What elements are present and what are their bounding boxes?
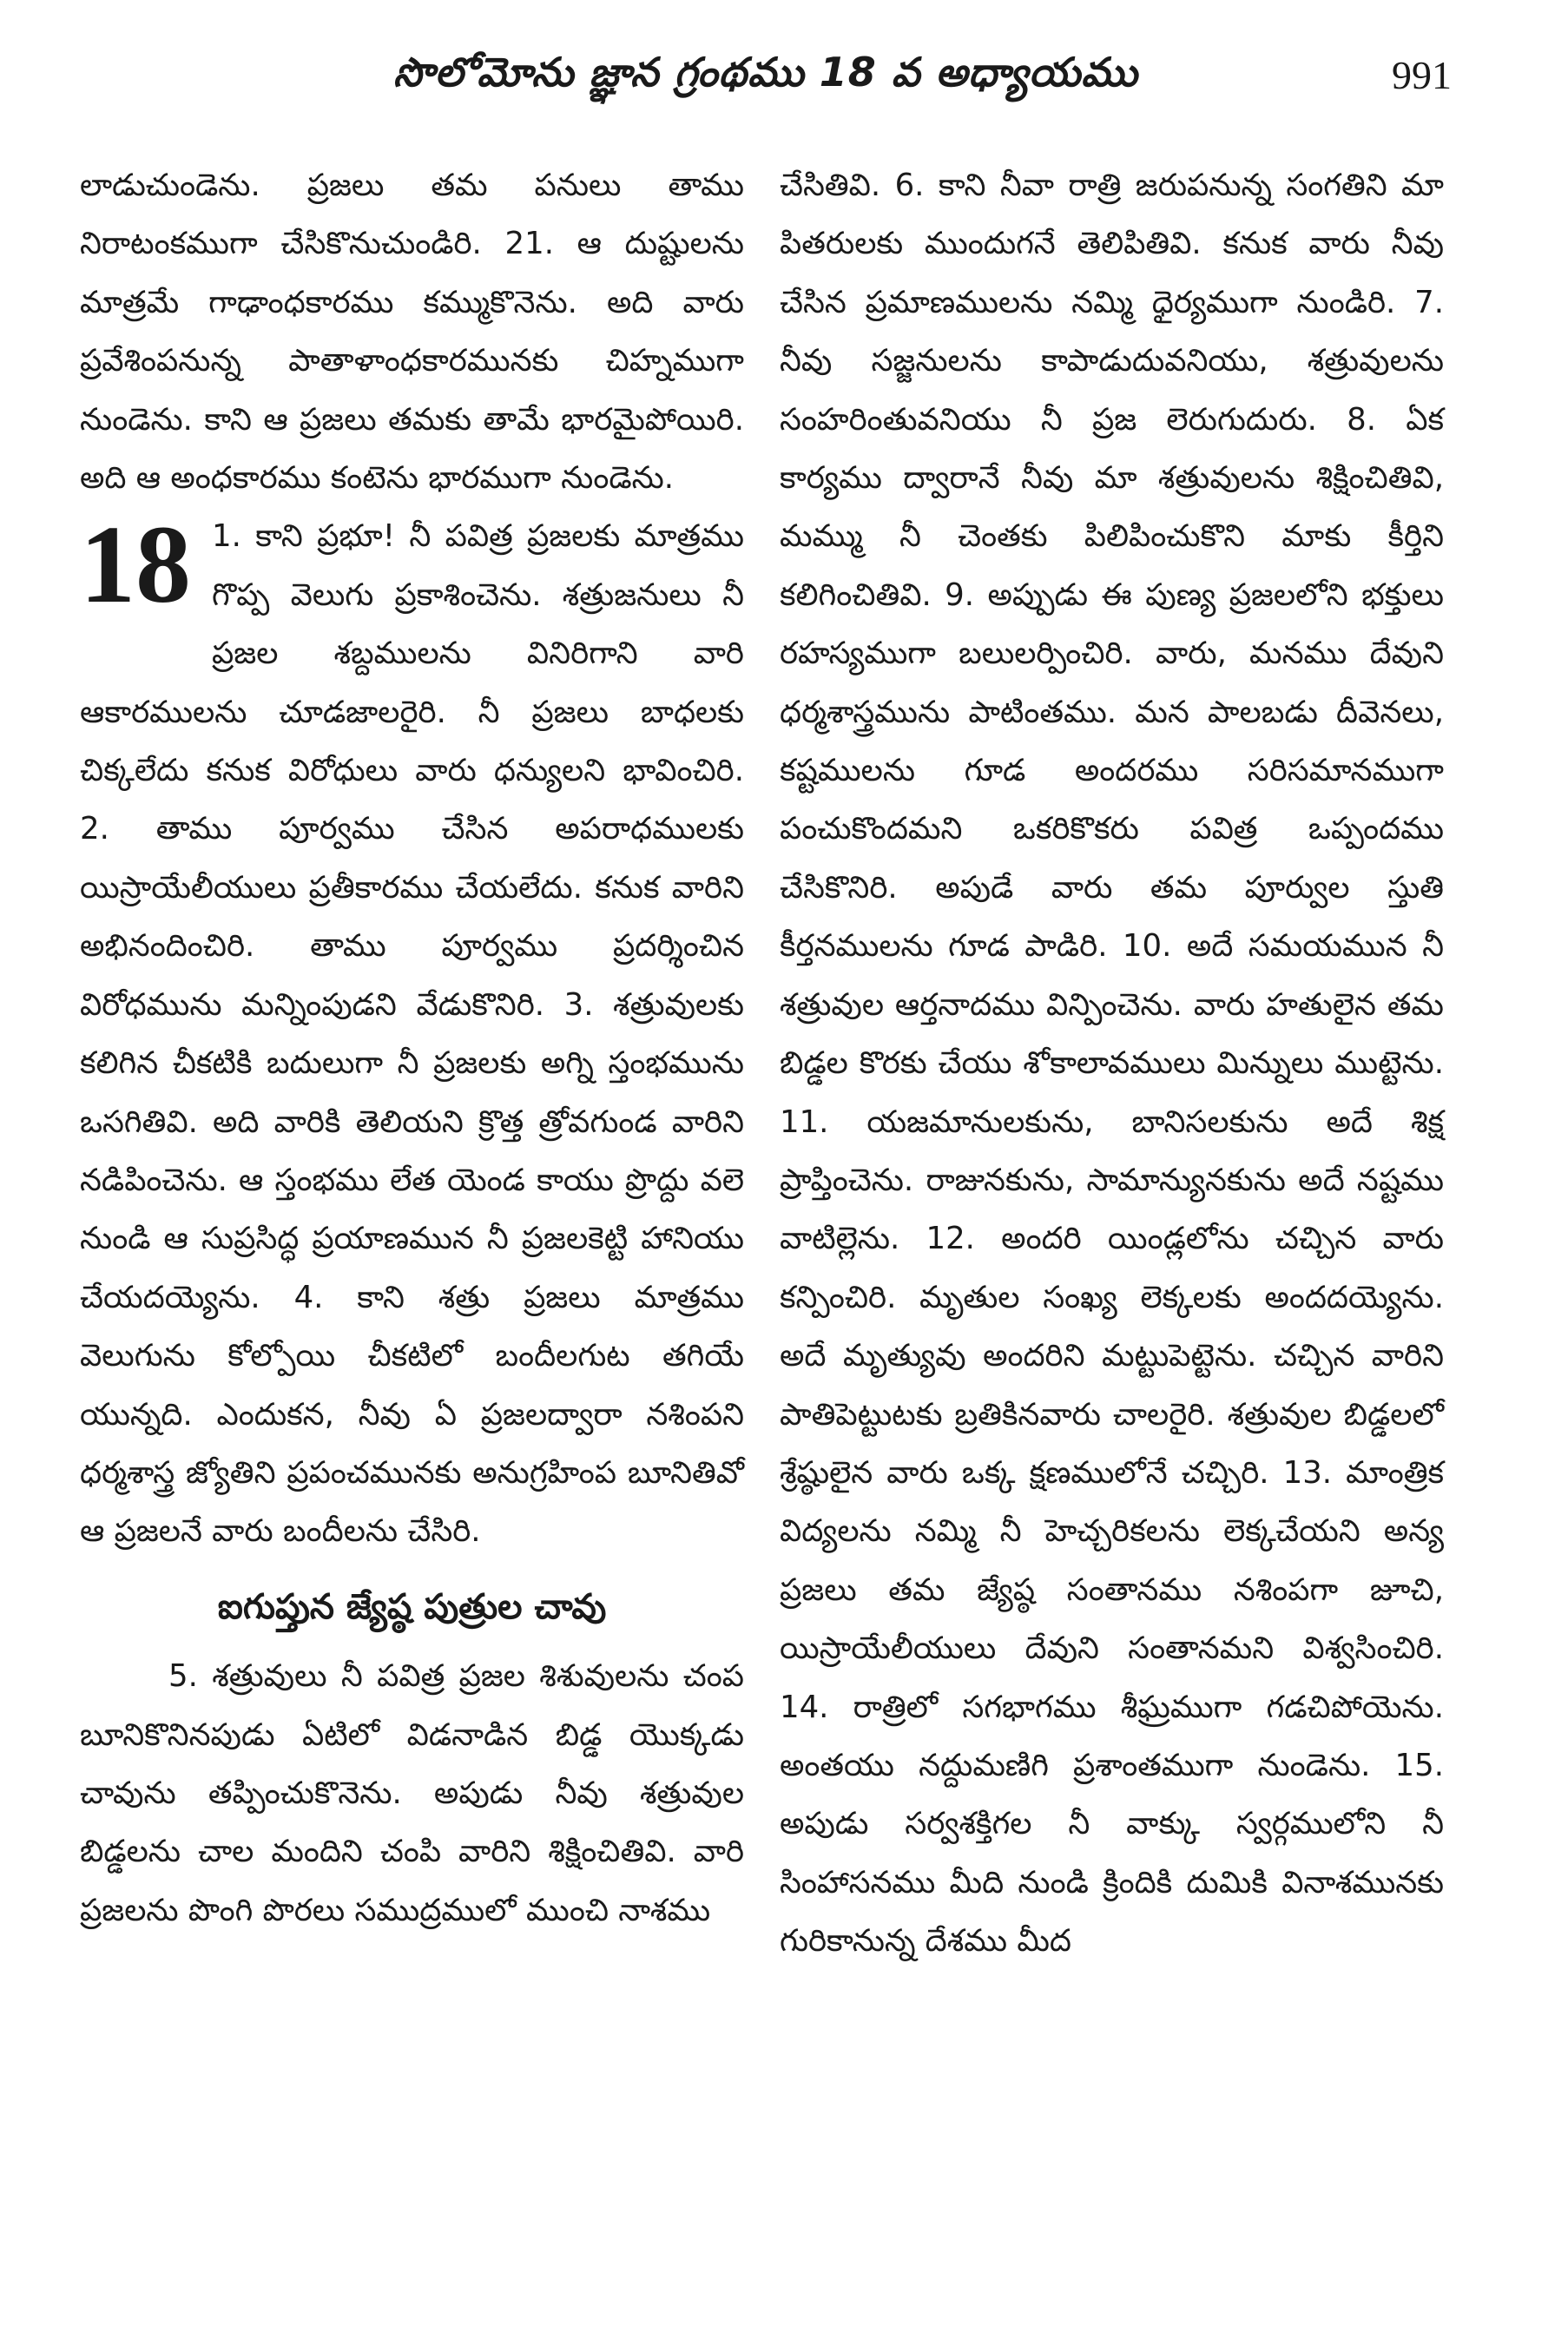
chapter-number: 18	[80, 503, 191, 627]
right-paragraph: చేసితివి. 6. కాని నీవా రాత్రి జరుపనున్న సంగతిని మా పితరులకు ముందుగనే తెలిపితివి. కనుక వారు నీవు చేసిన ప్రమాణములను నమ్మి ధైర్యముగా నుండిరి. 7. నీవు సజ్జనులను కాపాడుదువనియు, శత్రువులను సంహరింతువనియు నీ ప్రజ లెరుగుదురు. 8. ఏక కార్యము ద్వారానే నీవు మా శత్రువులను శిక్షించితివి, మమ్ము నీ చెంతకు పిలిపించుకొని మాకు కీర్తిని కలిగించితివి. 9. అప్పుడు ఈ పుణ్య ప్రజలలోని భక్తులు రహస్యముగా బలులర్పించిరి. వారు, మనము దేవుని ధర్మశాస్త్రమును పాటింతము. మన పాలబడు దీవెనలు, కష్టములను గూడ అందరము సరిసమానముగా పంచుకొందమని ఒకరికొకరు పవిత్ర ఒప్పందము చేసికొనిరి. అపుడే వారు తమ పూర్వుల స్తుతి కీర్తనములను గూడ పాడిరి. 10. అదే సమయమున నీ శత్రువుల ఆర్తనాదము విన్పించెను. వారు హతులైన తమ బిడ్డల కొరకు చేయు శోకాలావములు మిన్నులు ముట్టెను. 11. యజమానులకును, బానిసలకును అదే శిక్ష ప్రాప్తించెను. రాజునకును, సామాన్యునకును అదే నష్టము వాటిల్లెను. 12. అందరి యిండ్లలోను చచ్చిన వారు కన్పించిరి. మృతుల సంఖ్య లెక్కలకు అందదయ్యెను. అదే మృత్యువు అందరిని మట్టుపెట్టెను. చచ్చిన వారిని పాతిపెట్టుటకు బ్రతికినవారు చాలరైరి. శత్రువుల బిడ్డలలో శ్రేష్ఠులైన వారు ఒక్క క్షణములోనే చచ్చిరి. 13. మాంత్రిక విద్యలను నమ్మి నీ హెచ్చరికలను లెక్కచేయని అన్య ప్రజలు తమ జ్యేష్ఠ సంతానము నశింపగా జూచి, యిస్రాయేలీయులు దేవుని సంతానమని విశ్వసించిరి. 14. రాత్రిలో సగభాగము శీఘ్రముగా గడచిపోయెను. అంతయు నద్దుమణిగి ప్రశాంతముగా నుండెను. 15. అపుడు సర్వశక్తిగల నీ వాక్కు స్వర్గములోని నీ సింహాసనము మీది నుండి క్రిందికి దుమికి వినాశమునకు గురికానున్న దేశము మీద	[780, 168, 1444, 1960]
right-column	[780, 156, 1444, 1971]
chapter-start	[80, 503, 744, 1560]
section-paragraph: 5. శత్రువులు నీ పవిత్ర ప్రజల శిశువులను చంప బూనికొనినపుడు ఏటిలో విడనాడిన బిడ్డ యొక్కడు చావును తప్పించుకొనెను. అపుడు నీవు శత్రువుల బిడ్డలను చాల మందిని చంపి వారిని శిక్షించితివి. వారి ప్రజలను పొంగి పొరలు సముద్రములో ముంచి నాశము	[80, 1658, 744, 1928]
chapter-paragraph: 1. కాని ప్రభూ! నీ పవిత్ర ప్రజలకు మాత్రము గొప్ప వెలుగు ప్రకాశించెను. శత్రుజనులు నీ ప్రజల శబ్దములను వినిరిగాని వారి ఆకారములను చూడజాలరైరి. నీ ప్రజలు బాధలకు చిక్కలేదు కనుక విరోధులు వారు ధన్యులని భావించిరి. 2. తాము పూర్వము చేసిన అపరాధములకు యిస్రాయేలీయులు ప్రతీకారము చేయలేదు. కనుక వారిని అభినందించిరి. తాము పూర్వము ప్రదర్శించిన విరోధమును మన్నింపుడని వేడుకొనిరి. 3. శత్రువులకు కలిగిన చీకటికి బదులుగా నీ ప్రజలకు అగ్ని స్తంభమును ఒసగితివి. అది వారికి తెలియని క్రొత్త త్రోవగుండ వారిని నడిపించెను. ఆ స్తంభము లేత యెండ కాయు ప్రొద్దు వలె నుండి ఆ సుప్రసిద్ధ ప్రయాణమున నీ ప్రజలకెట్టి హానియు చేయదయ్యెను. 4. కాని శత్రు ప్రజలు మాత్రము వెలుగును కోల్పోయి చీకటిలో బందీలగుట తగియే యున్నది. ఎందుకన, నీవు ఏ ప్రజలద్వారా నశింపని ధర్మశాస్త్ర జ్యోతిని ప్రపంచమునకు అనుగ్రహింప బూనితివో ఆ ప్రజలనే వారు బందీలను చేసిరి.	[80, 518, 744, 1550]
running-title: సొలోమోను జ్ఞాన గ్రంథము 18 వ అధ్యాయము	[393, 49, 1138, 96]
left-column	[80, 156, 744, 1940]
page-number: 991	[1392, 53, 1452, 97]
section-heading: ఐగుప్తున జ్యేష్ఠ పుత్రుల చావు	[217, 1586, 607, 1627]
paragraph-continuation: లాడుచుండెను. ప్రజలు తమ పనులు తాము నిరాటంకముగా చేసికొనుచుండిరి. 21. ఆ దుష్టులను మాత్రమే గాఢాంధకారము కమ్ముకొనెను. అది వారు ప్రవేశింపనున్న పాతాళాంధకారమునకు చిహ్నముగా నుండెను. కాని ఆ ప్రజలు తమకు తామే భారమైపోయిరి. అది ఆ అంధకారము కంటెను భారముగా నుండెను.	[80, 168, 744, 497]
page-header	[80, 33, 1452, 111]
